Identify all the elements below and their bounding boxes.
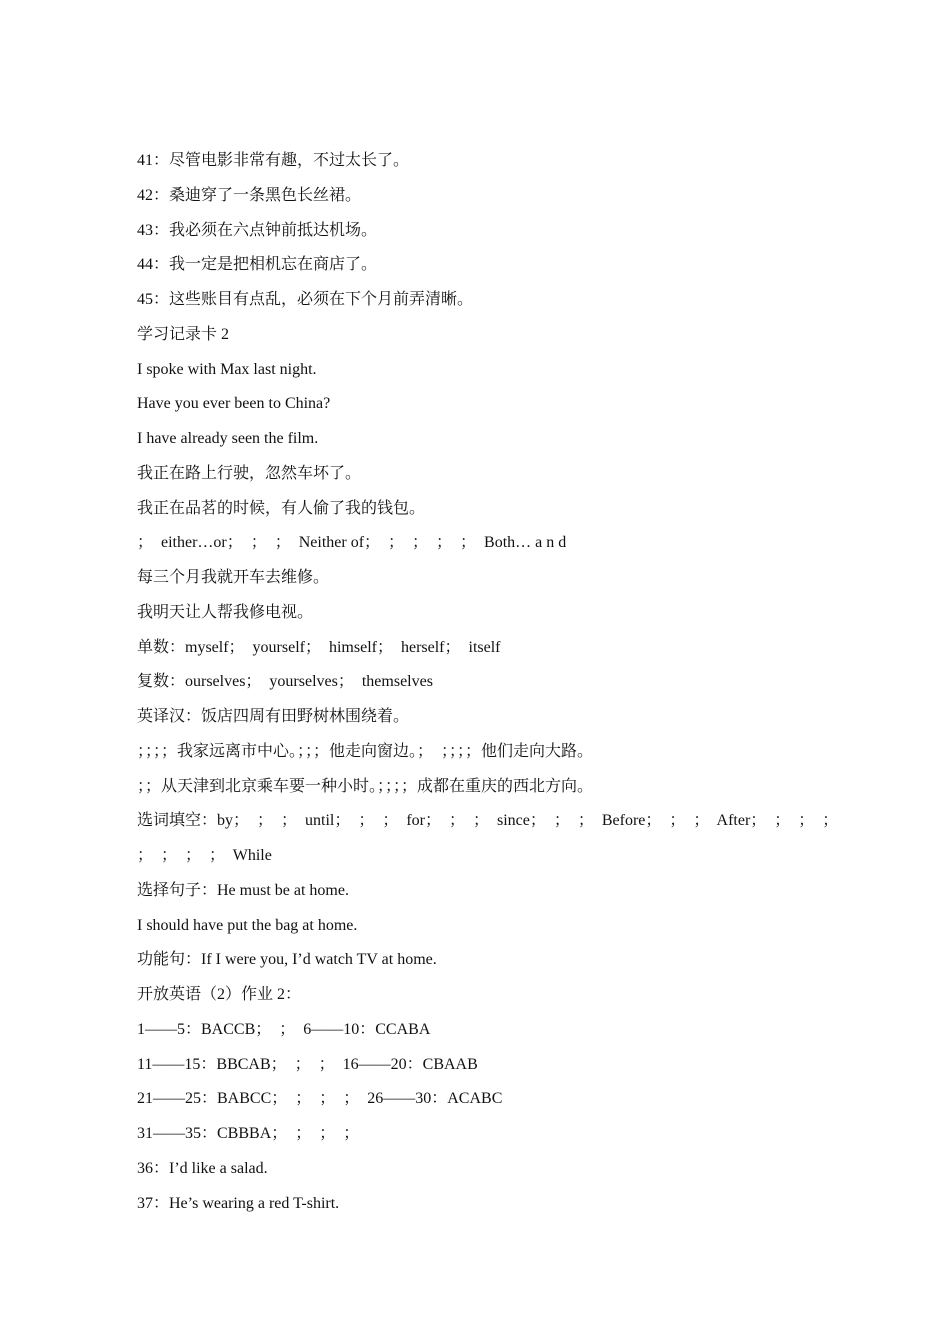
answer-line: 21——25：BABCC； ； ； ； 26——30：ACABC: [137, 1090, 503, 1108]
text-line: ； either…or； ； ； Neither of； ； ； ； ； Both… a n d: [137, 534, 567, 552]
text-line: ；；；；我家远离市中心。；；；他走向窗边。； ；；；；他们走向大路。: [137, 742, 594, 760]
answer-line: 36：I’d like a salad.: [137, 1159, 268, 1177]
answer-line: 1——5：BACCB； ； 6——10：CCABA: [137, 1020, 431, 1038]
text-line: ；；从天津到北京乘车要一种小时。；；；；成都在重庆的西北方向。: [137, 777, 594, 795]
answer-line: 37：He’s wearing a red T-shirt.: [137, 1194, 340, 1212]
answer-line: 11——15：BBCAB； ； ； 16——20：CBAAB: [137, 1055, 478, 1073]
text-line: 41：尽管电影非常有趣，不过太长了。: [137, 152, 410, 169]
text-line: 选词填空：by； ； ； until； ； ； for； ； ； since； ； ； Before； ； ； After； ； ； ；: [137, 812, 839, 830]
text-line: 我明天让人帮我修电视。: [137, 603, 314, 621]
text-line: 复数：ourselves； yourselves； themselves: [137, 673, 433, 691]
text-line: 43：我必须在六点钟前抵达机场。: [137, 221, 378, 239]
text-line: ； ； ； ； While: [137, 847, 272, 864]
document-body: [137, 144, 837, 1221]
answer-line: 31——35：CBBBA； ； ； ；: [137, 1125, 360, 1142]
text-line: 42：桑迪穿了一条黑色长丝裙。: [137, 186, 362, 204]
text-line: I should have put the bag at home.: [137, 916, 358, 934]
text-line: 45：这些账目有点乱，必须在下个月前弄清晰。: [137, 291, 474, 308]
section-heading: 学习记录卡 2: [137, 325, 230, 343]
text-line: 英译汉：饭店四周有田野树林围绕着。: [137, 708, 410, 725]
text-line: 功能句：If I were you, I’d watch TV at home.: [137, 951, 437, 969]
section-heading: 开放英语（2）作业 2：: [137, 986, 302, 1003]
text-line: 我正在路上行驶，忽然车坏了。: [137, 464, 362, 482]
text-line: Have you ever been to China?: [137, 395, 331, 413]
text-line: 我正在品茗的时候，有人偷了我的钱包。: [137, 499, 426, 517]
text-line: 选择句子：He must be at home.: [137, 881, 349, 899]
text-line: I spoke with Max last night.: [137, 360, 317, 378]
text-line: 44：我一定是把相机忘在商店了。: [137, 256, 378, 274]
text-line: I have already seen the film.: [137, 430, 319, 447]
text-line: 单数：myself； yourself； himself； herself； itself: [137, 638, 501, 656]
text-line: 每三个月我就开车去维修。: [137, 569, 330, 586]
